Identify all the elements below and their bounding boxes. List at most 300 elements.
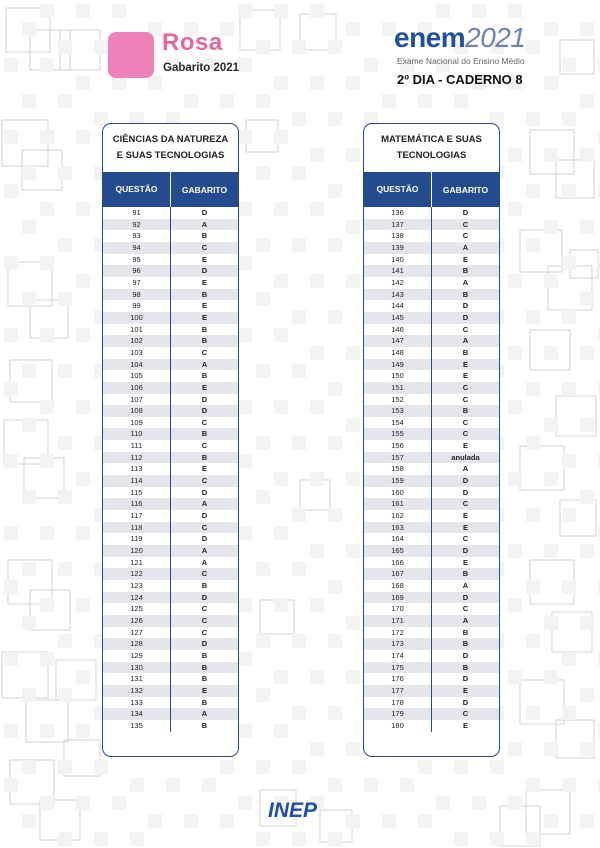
question-number: 172: [364, 627, 432, 639]
decorative-tile: [310, 598, 324, 612]
answer-value: C: [462, 709, 469, 719]
answer-panel-mathematics: [363, 123, 500, 757]
decorative-tile: [526, 382, 540, 396]
decorative-tile: [328, 778, 342, 792]
question-number: 129: [103, 650, 171, 662]
table-row: [364, 568, 499, 580]
decorative-tile: [94, 760, 108, 774]
answer-value: A: [462, 464, 469, 474]
decorative-tile: [76, 526, 90, 540]
decorative-tile: [292, 706, 306, 720]
table-row: [103, 475, 238, 487]
decorative-tile: [274, 526, 288, 540]
answer-value: B: [462, 266, 469, 276]
decorative-tile: [310, 148, 324, 162]
answer-value: B: [201, 429, 208, 439]
decorative-tile: [526, 706, 540, 720]
table-row: [103, 510, 238, 522]
answer-value: D: [201, 406, 208, 416]
table-row: [364, 650, 499, 662]
decorative-tile: [40, 400, 54, 414]
decorative-tile: [526, 238, 540, 252]
decorative-tile: [292, 40, 306, 54]
answer-value: C: [462, 604, 469, 614]
question-number: 145: [364, 312, 432, 324]
question-number: 132: [103, 685, 171, 697]
table-row: [364, 440, 499, 452]
answer-value: A: [201, 557, 208, 567]
table-row: [364, 673, 499, 685]
table-row: [364, 510, 499, 522]
answer-value: C: [201, 441, 208, 451]
answer-value: A: [201, 359, 208, 369]
decorative-tile: [544, 22, 558, 36]
decorative-tile: [544, 346, 558, 360]
question-number: 103: [103, 347, 171, 359]
decorative-tile: [328, 436, 342, 450]
decorative-tile: [346, 670, 360, 684]
decorative-tile: [76, 670, 90, 684]
decorative-tile: [580, 616, 594, 630]
decorative-tile: [508, 670, 522, 684]
decorative-tile: [4, 130, 18, 144]
decorative-tile: [256, 562, 270, 576]
question-number: 112: [103, 452, 171, 464]
decorative-tile: [310, 400, 324, 414]
question-number: 178: [364, 697, 432, 709]
question-number: 110: [103, 428, 171, 440]
decorative-tile: [220, 814, 234, 828]
answer-value: C: [201, 522, 208, 532]
table-row: [103, 440, 238, 452]
decorative-tile: [238, 4, 252, 18]
decorative-tile: [580, 544, 594, 558]
answer-value: D: [201, 592, 208, 602]
question-number: 101: [103, 324, 171, 336]
question-number: 166: [364, 557, 432, 569]
answer-value: C: [201, 604, 208, 614]
decorative-tile: [274, 4, 288, 18]
question-number: 154: [364, 417, 432, 429]
decorative-tile: [526, 40, 540, 54]
booklet-color-title: Rosa: [162, 29, 223, 56]
question-number: 95: [103, 254, 171, 266]
decorative-tile: [40, 724, 54, 738]
decorative-tile: [76, 598, 90, 612]
decorative-tile: [256, 40, 270, 54]
question-number: 109: [103, 417, 171, 429]
decorative-tile: [238, 454, 252, 468]
decorative-tile: [58, 292, 72, 306]
decorative-tile: [76, 724, 90, 738]
decorative-tile: [526, 184, 540, 198]
decorative-tile: [40, 58, 54, 72]
decorative-tile: [58, 760, 72, 774]
decorative-tile: [580, 346, 594, 360]
decorative-tile: [274, 670, 288, 684]
table-row: [103, 557, 238, 569]
table-row: [364, 382, 499, 394]
answer-value: D: [201, 266, 208, 276]
answer-value: A: [462, 336, 469, 346]
question-number: 165: [364, 545, 432, 557]
question-number: 114: [103, 475, 171, 487]
decorative-tile: [58, 490, 72, 504]
decorative-tile: [256, 166, 270, 180]
table-row: [103, 638, 238, 650]
answer-value: C: [201, 627, 208, 637]
decorative-tile: [508, 202, 522, 216]
decorative-tile: [526, 778, 540, 792]
decorative-tile: [580, 220, 594, 234]
question-number: 146: [364, 324, 432, 336]
question-number: 169: [364, 592, 432, 604]
decorative-tile: [94, 40, 108, 54]
table-row: [364, 463, 499, 475]
question-number: 123: [103, 580, 171, 592]
panel-title-line: TECNOLOGIAS: [396, 150, 467, 161]
decorative-tile: [310, 742, 324, 756]
table-row: [103, 615, 238, 627]
table-row: [364, 312, 499, 324]
answer-value: C: [462, 499, 469, 509]
table-row: [364, 452, 499, 464]
question-number: 119: [103, 533, 171, 545]
decorative-tile: [4, 526, 18, 540]
question-number: 99: [103, 300, 171, 312]
question-number: 171: [364, 615, 432, 627]
decorative-tile: [490, 832, 504, 846]
decorative-tile: [40, 4, 54, 18]
table-header: [103, 172, 238, 207]
question-number: 117: [103, 510, 171, 522]
decorative-tile: [418, 94, 432, 108]
decorative-tile: [580, 22, 594, 36]
answer-value: B: [462, 289, 469, 299]
decorative-tile: [292, 364, 306, 378]
decorative-tile: [544, 418, 558, 432]
enem-logo: [394, 24, 525, 52]
answer-value: D: [201, 394, 208, 404]
decorative-tile: [580, 742, 594, 756]
decorative-tile: [76, 472, 90, 486]
column-header-question: QUESTÃO: [103, 172, 171, 207]
decorative-tile: [238, 652, 252, 666]
table-row: [103, 463, 238, 475]
question-number: 179: [364, 708, 432, 720]
decorative-tile: [238, 202, 252, 216]
answer-value: C: [462, 324, 469, 334]
decorative-tile: [256, 292, 270, 306]
decorative-tile: [58, 94, 72, 108]
table-row: [103, 289, 238, 301]
decorative-tile: [508, 274, 522, 288]
decorative-tile: [328, 580, 342, 594]
table-row: [364, 685, 499, 697]
answer-value: B: [201, 324, 208, 334]
table-row: [103, 685, 238, 697]
decorative-tile: [346, 742, 360, 756]
decorative-tile: [436, 4, 450, 18]
answer-value: E: [462, 511, 468, 521]
question-number: 134: [103, 708, 171, 720]
question-number: 115: [103, 487, 171, 499]
answer-value: C: [201, 476, 208, 486]
decorative-tile: [256, 688, 270, 702]
table-row: [364, 708, 499, 720]
decorative-tile: [562, 58, 576, 72]
decorative-tile: [346, 22, 360, 36]
decorative-tile: [346, 220, 360, 234]
answer-value: B: [462, 406, 469, 416]
decorative-tile: [346, 616, 360, 630]
decorative-tile: [436, 796, 450, 810]
question-number: 94: [103, 242, 171, 254]
decorative-tile: [238, 598, 252, 612]
decorative-tile: [40, 202, 54, 216]
decorative-tile: [274, 274, 288, 288]
question-number: 111: [103, 440, 171, 452]
decorative-tile: [274, 724, 288, 738]
enem-logo-word: enem: [394, 22, 466, 53]
question-number: 107: [103, 394, 171, 406]
answer-value: B: [462, 662, 469, 672]
decorative-tile: [508, 598, 522, 612]
answer-value: B: [201, 674, 208, 684]
decorative-tile: [544, 148, 558, 162]
question-number: 163: [364, 522, 432, 534]
decorative-tile: [58, 634, 72, 648]
decorative-tile: [148, 814, 162, 828]
question-number: 159: [364, 475, 432, 487]
table-row: [364, 277, 499, 289]
question-number: 92: [103, 219, 171, 231]
decorative-tile: [22, 220, 36, 234]
decorative-tile: [274, 202, 288, 216]
decorative-tile: [4, 58, 18, 72]
decorative-tile: [76, 796, 90, 810]
table-row: [364, 254, 499, 266]
question-number: 152: [364, 394, 432, 406]
decorative-tile: [328, 184, 342, 198]
question-number: 125: [103, 603, 171, 615]
question-number: 176: [364, 673, 432, 685]
decorative-tile: [562, 652, 576, 666]
table-row: [364, 533, 499, 545]
decorative-tile: [580, 94, 594, 108]
question-number: 131: [103, 673, 171, 685]
table-row: [103, 662, 238, 674]
answer-value: C: [201, 347, 208, 357]
decorative-tile: [238, 130, 252, 144]
question-number: 105: [103, 370, 171, 382]
table-row: [364, 638, 499, 650]
decorative-tile: [346, 544, 360, 558]
table-row: [103, 359, 238, 371]
table-row: [103, 207, 238, 219]
answer-value: D: [462, 487, 469, 497]
table-row: [103, 312, 238, 324]
decorative-tile: [112, 76, 126, 90]
question-number: 149: [364, 359, 432, 371]
table-row: [103, 347, 238, 359]
decorative-tile: [472, 796, 486, 810]
decorative-tile: [526, 310, 540, 324]
decorative-tile: [346, 346, 360, 360]
decorative-tile: [310, 76, 324, 90]
table-row: [364, 697, 499, 709]
question-number: 113: [103, 463, 171, 475]
table-row: [364, 522, 499, 534]
decorative-tile: [562, 580, 576, 594]
answer-value: B: [462, 569, 469, 579]
table-row: [103, 720, 238, 732]
answer-value: A: [201, 546, 208, 556]
decorative-tile: [40, 652, 54, 666]
question-number: 98: [103, 289, 171, 301]
decorative-tile: [544, 814, 558, 828]
decorative-tile: [4, 454, 18, 468]
table-row: [103, 592, 238, 604]
decorative-tile: [22, 562, 36, 576]
answer-value: A: [201, 499, 208, 509]
decorative-tile: [310, 274, 324, 288]
decorative-tile: [508, 346, 522, 360]
question-number: 156: [364, 440, 432, 452]
decorative-tile: [40, 598, 54, 612]
table-row: [364, 335, 499, 347]
decorative-tile: [22, 814, 36, 828]
decorative-tile: [256, 436, 270, 450]
question-number: 167: [364, 568, 432, 580]
answer-value: B: [201, 697, 208, 707]
answer-value: B: [201, 289, 208, 299]
decorative-tile: [4, 778, 18, 792]
answer-value: anulada: [451, 452, 480, 462]
table-row: [364, 405, 499, 417]
answer-value: A: [201, 219, 208, 229]
decorative-tile: [256, 634, 270, 648]
panel-title-line: MATEMÁTICA E SUAS: [381, 134, 482, 145]
decorative-tile: [580, 148, 594, 162]
decorative-tile: [508, 742, 522, 756]
answer-value: E: [462, 522, 468, 532]
decorative-tile: [22, 760, 36, 774]
question-number: 106: [103, 382, 171, 394]
decorative-tile: [58, 436, 72, 450]
decorative-tile: [22, 94, 36, 108]
panel-title: [103, 124, 238, 172]
decorative-tile: [328, 238, 342, 252]
question-number: 157: [364, 452, 432, 464]
decorative-tile: [328, 634, 342, 648]
decorative-tile: [22, 166, 36, 180]
answer-value: D: [462, 476, 469, 486]
table-row: [103, 300, 238, 312]
answer-value: E: [462, 557, 468, 567]
question-number: 136: [364, 207, 432, 219]
decorative-tile: [274, 472, 288, 486]
question-number: 155: [364, 428, 432, 440]
decorative-tile: [580, 292, 594, 306]
table-row: [364, 324, 499, 336]
decorative-tile: [40, 796, 54, 810]
decorative-tile: [544, 670, 558, 684]
decorative-tile: [580, 814, 594, 828]
table-row: [364, 219, 499, 231]
decorative-tile: [112, 796, 126, 810]
decorative-tile: [310, 202, 324, 216]
decorative-tile: [22, 22, 36, 36]
answer-value: D: [201, 208, 208, 217]
question-number: 142: [364, 277, 432, 289]
answer-value: C: [462, 382, 469, 392]
answer-value: B: [201, 336, 208, 346]
decorative-tile: [292, 238, 306, 252]
decorative-tile: [346, 148, 360, 162]
table-row: [364, 417, 499, 429]
table-row: [103, 219, 238, 231]
answer-value: D: [201, 487, 208, 497]
decorative-tile: [256, 238, 270, 252]
answer-value: D: [201, 639, 208, 649]
table-row: [364, 720, 499, 732]
decorative-tile: [76, 400, 90, 414]
decorative-tile: [58, 688, 72, 702]
decorative-tile: [40, 256, 54, 270]
table-row: [103, 673, 238, 685]
decorative-tile: [220, 760, 234, 774]
decorative-tile: [544, 544, 558, 558]
question-number: 160: [364, 487, 432, 499]
table-row: [103, 394, 238, 406]
decorative-tile: [562, 382, 576, 396]
answer-value: D: [462, 301, 469, 311]
decorative-tile: [4, 328, 18, 342]
table-row: [103, 265, 238, 277]
question-number: 97: [103, 277, 171, 289]
question-number: 147: [364, 335, 432, 347]
decorative-tile: [238, 58, 252, 72]
question-number: 158: [364, 463, 432, 475]
question-number: 162: [364, 510, 432, 522]
decorative-tile: [4, 382, 18, 396]
answer-value: D: [462, 208, 469, 217]
question-number: 141: [364, 265, 432, 277]
decorative-tile: [274, 598, 288, 612]
question-number: 153: [364, 405, 432, 417]
table-row: [103, 708, 238, 720]
answer-value: A: [201, 709, 208, 719]
decorative-tile: [526, 436, 540, 450]
decorative-tile: [346, 418, 360, 432]
enem-logo-year: 2021: [465, 22, 526, 53]
table-row: [103, 533, 238, 545]
decorative-tile: [184, 814, 198, 828]
decorative-tile: [40, 130, 54, 144]
question-number: 174: [364, 650, 432, 662]
table-row: [103, 452, 238, 464]
answer-value: E: [462, 359, 468, 369]
answer-value: B: [462, 639, 469, 649]
decorative-tile: [22, 688, 36, 702]
table-row: [103, 545, 238, 557]
decorative-tile: [382, 94, 396, 108]
decorative-tile: [418, 814, 432, 828]
decorative-tile: [310, 346, 324, 360]
decorative-tile: [4, 256, 18, 270]
day-booklet-label: 2º DIA - CADERNO 8: [397, 72, 523, 87]
